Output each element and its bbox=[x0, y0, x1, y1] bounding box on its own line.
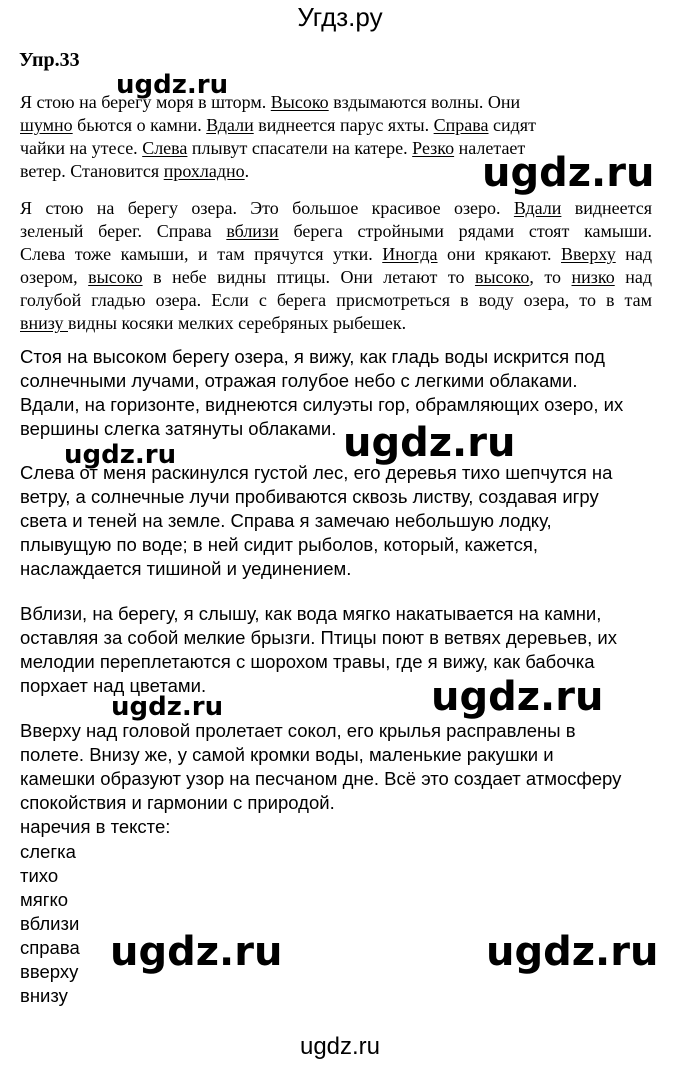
text-segment: , то bbox=[529, 267, 572, 287]
site-header: Угдз.ру bbox=[297, 2, 383, 32]
text-line: наслаждается тишиной и уединением. bbox=[20, 558, 352, 579]
text-segment: озером, bbox=[20, 267, 89, 287]
text-line bbox=[20, 197, 652, 220]
text-segment: они крякают. bbox=[437, 244, 562, 264]
underlined-adverb: прохладно bbox=[163, 161, 245, 181]
text-segment: над bbox=[615, 244, 653, 264]
text-segment: зеленый берег. Справа bbox=[20, 221, 227, 241]
text-line bbox=[20, 160, 640, 183]
watermark: ugdz.ru bbox=[64, 440, 177, 470]
text-line bbox=[20, 289, 652, 312]
site-footer: ugdz.ru bbox=[299, 1033, 381, 1060]
text-line: Стоя на высоком берегу озера, я вижу, как гладь воды искрится под bbox=[20, 346, 605, 367]
text-segment: виднеется парус яхты. bbox=[253, 115, 434, 135]
text-line: вблизи bbox=[20, 913, 80, 934]
text-line bbox=[20, 114, 640, 137]
text-line: Слева от меня раскинулся густой лес, его деревья тихо шепчутся на bbox=[20, 462, 613, 483]
text-line: мелодии переплетаются с шорохом травы, где я вижу, как бабочка bbox=[20, 651, 595, 672]
text-segment: . bbox=[244, 161, 250, 181]
text-line: солнечными лучами, отражая голубое небо с легкими облаками. bbox=[20, 370, 578, 391]
text-segment: сидят bbox=[488, 115, 536, 135]
text-line: света и теней на земле. Справа я замечаю небольшую лодку, bbox=[20, 510, 552, 531]
text-line: справа bbox=[20, 937, 80, 958]
text-segment: ветер. Становится bbox=[20, 161, 164, 181]
adverbs-list bbox=[20, 840, 80, 1008]
underlined-adverb: вблизи bbox=[226, 221, 279, 241]
text-segment: плывут спасатели на катере. bbox=[187, 138, 413, 158]
text-segment: чайки на утесе. bbox=[20, 138, 143, 158]
paragraph-lake bbox=[20, 197, 652, 335]
text-segment: налетает bbox=[454, 138, 526, 158]
underlined-adverb: Вверху bbox=[561, 244, 616, 264]
text-line: вверху bbox=[20, 961, 79, 982]
text-segment: виднеется bbox=[561, 198, 652, 218]
underlined-adverb: высоко bbox=[88, 267, 143, 287]
underlined-adverb: Высоко bbox=[270, 92, 329, 112]
underlined-adverb: Слева bbox=[142, 138, 188, 158]
underlined-adverb: Вдали bbox=[206, 115, 254, 135]
text-line: порхает над цветами. bbox=[20, 675, 207, 696]
text-segment: над bbox=[614, 267, 652, 287]
text-line: плывущую по воде; в ней сидит рыболов, который, кажется, bbox=[20, 534, 538, 555]
underlined-adverb: низко bbox=[571, 267, 615, 287]
text-line: тихо bbox=[20, 865, 59, 886]
underlined-adverb: высоко bbox=[474, 267, 530, 287]
text-segment: голубой гладью озера. Если с берега присмотреться в воду озера, то в там bbox=[20, 290, 652, 310]
watermark: ugdz.ru bbox=[486, 929, 659, 975]
text-line: вершины слегка затянуты облаками. bbox=[20, 418, 337, 439]
text-line: полете. Внизу же, у самой кромки воды, маленькие ракушки и bbox=[20, 744, 554, 765]
watermark: ugdz.ru bbox=[116, 70, 229, 100]
paragraph-forest bbox=[20, 461, 660, 581]
underlined-adverb: шумно bbox=[20, 115, 73, 135]
underlined-adverb: внизу bbox=[20, 313, 68, 333]
text-line bbox=[20, 137, 640, 160]
watermark: ugdz.ru bbox=[482, 150, 655, 196]
text-line: оставляя за собой мелкие брызги. Птицы поют в ветвях деревьев, их bbox=[20, 627, 617, 648]
text-line: мягко bbox=[20, 889, 69, 910]
watermark: ugdz.ru bbox=[111, 692, 224, 722]
text-segment: видны косяки мелких серебряных рыбешек. bbox=[68, 313, 407, 333]
text-line: Вдали, на горизонте, виднеются силуэты гор, обрамляющих озеро, их bbox=[20, 394, 624, 415]
paragraph-storm bbox=[20, 91, 640, 183]
watermark: ugdz.ru bbox=[431, 674, 604, 720]
text-line bbox=[20, 266, 652, 289]
text-line: Вверху над головой пролетает сокол, его крылья расправлены в bbox=[20, 720, 576, 741]
exercise-title: Упр.33 bbox=[19, 49, 80, 71]
text-line: Вблизи, на берегу, я слышу, как вода мягко накатывается на камни, bbox=[20, 603, 602, 624]
text-segment: Я стою на берегу озера. Это большое красивое озеро. bbox=[20, 198, 514, 218]
text-line bbox=[20, 312, 652, 335]
text-line: слегка bbox=[20, 841, 76, 862]
text-line: внизу bbox=[20, 985, 68, 1006]
text-segment: бьются о камни. bbox=[72, 115, 207, 135]
paragraph-falcon bbox=[20, 719, 660, 815]
underlined-adverb: Резко bbox=[412, 138, 455, 158]
paragraph-nearby bbox=[20, 602, 660, 698]
watermark: ugdz.ru bbox=[110, 929, 283, 975]
text-segment: берега стройными рядами стоят камыши. bbox=[278, 221, 653, 241]
text-line bbox=[20, 220, 652, 243]
underlined-adverb: Иногда bbox=[382, 244, 438, 264]
text-line: ветру, а солнечные лучи пробиваются сквозь листву, создавая игру bbox=[20, 486, 599, 507]
text-segment: в небе видны птицы. Они летают то bbox=[142, 267, 475, 287]
underlined-adverb: Справа bbox=[433, 115, 489, 135]
watermark: ugdz.ru bbox=[343, 420, 516, 466]
underlined-adverb: Вдали bbox=[513, 198, 562, 218]
text-line: спокойствия и гармонии с природой. bbox=[20, 792, 335, 813]
text-line: камешки образуют узор на песчаном дне. Всё это создает атмосферу bbox=[20, 768, 622, 789]
text-segment: Я стою на берегу моря в шторм. bbox=[20, 92, 271, 112]
text-segment: вздымаются волны. Они bbox=[328, 92, 521, 112]
paragraph-high-shore bbox=[20, 345, 660, 441]
text-line bbox=[20, 243, 652, 266]
text-line bbox=[20, 91, 640, 114]
text-segment: Слева тоже камыши, и там прячутся утки. bbox=[20, 244, 383, 264]
adverbs-heading: наречия в тексте: bbox=[20, 816, 171, 837]
